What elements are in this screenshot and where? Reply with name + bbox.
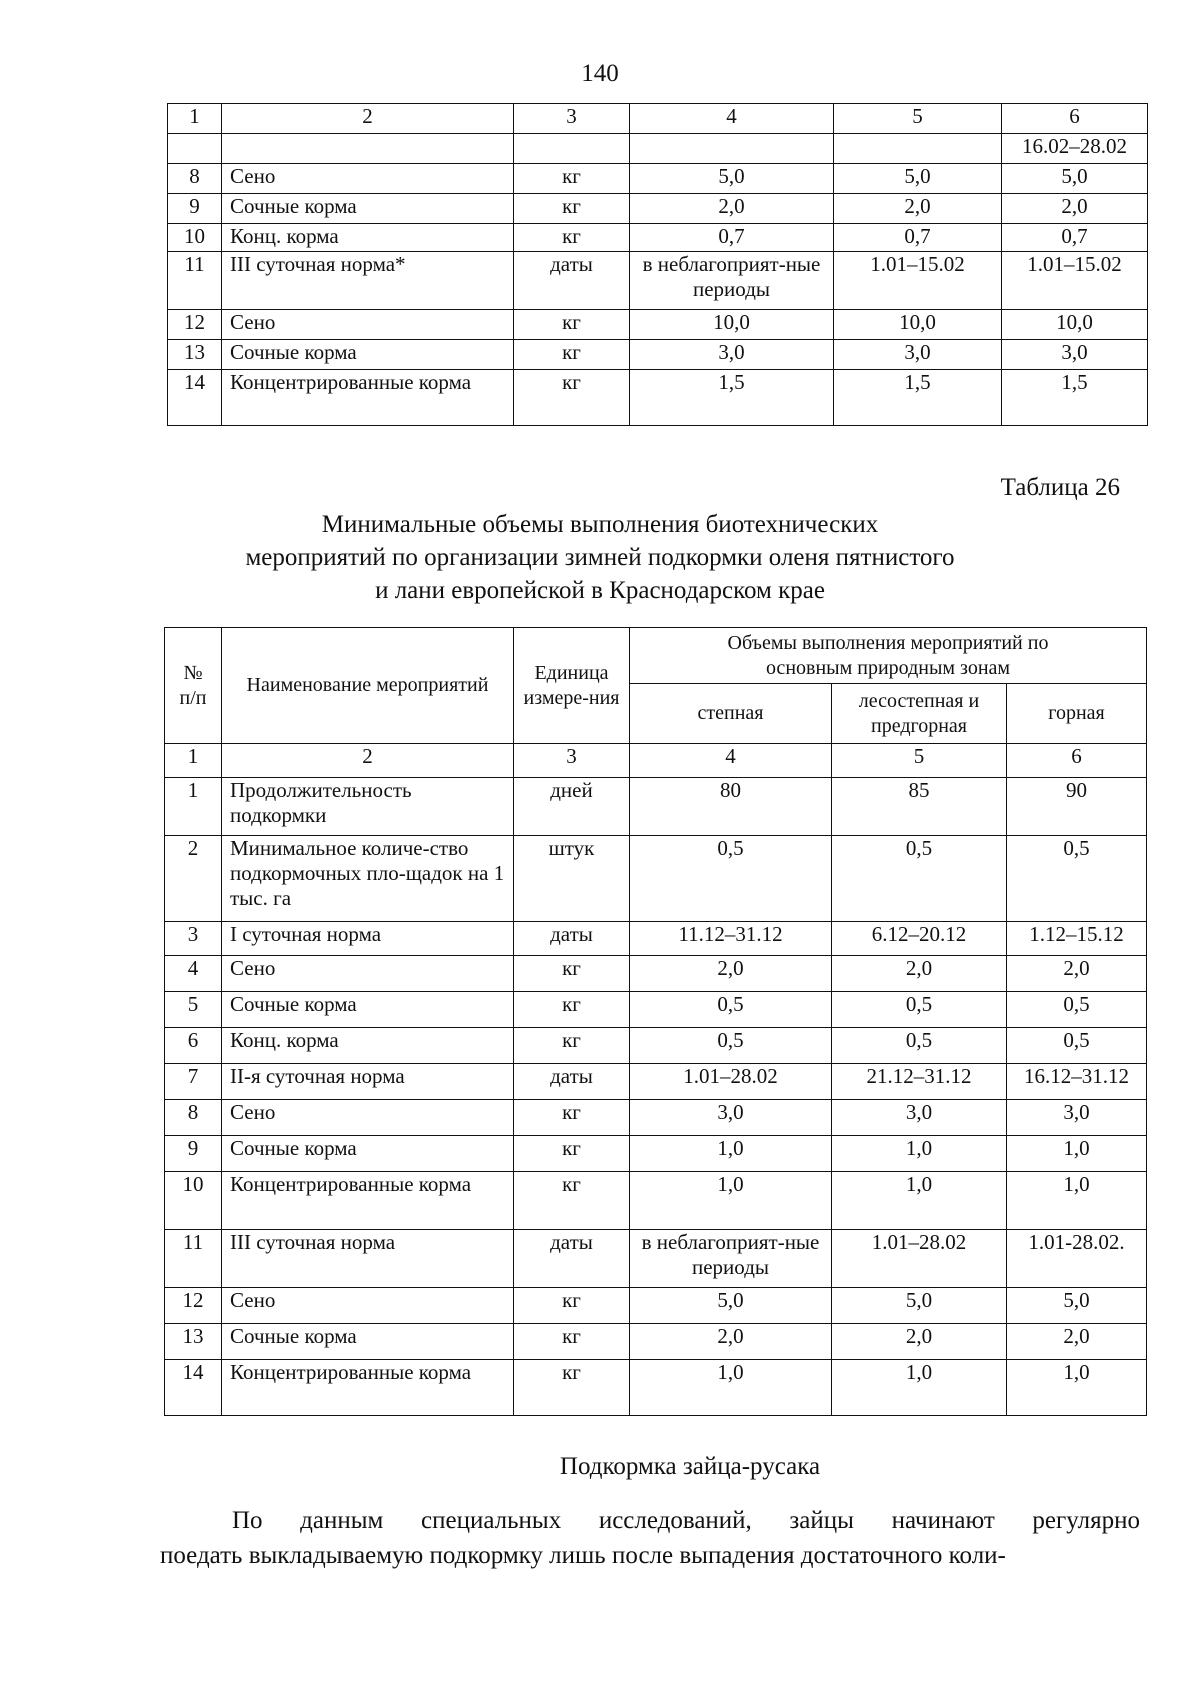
row-number-cell: 4 bbox=[165, 956, 222, 992]
table-row bbox=[168, 252, 1148, 310]
row-number-cell: 1 bbox=[165, 778, 222, 836]
value-cell: 1.01–28.02 bbox=[832, 1230, 1007, 1288]
header-zone-steppe: степная bbox=[630, 684, 832, 744]
unit-cell: даты bbox=[514, 1230, 630, 1288]
row-number-cell: 10 bbox=[165, 1172, 222, 1230]
table-header-row bbox=[168, 104, 1148, 134]
column-number-cell: 3 bbox=[514, 744, 630, 778]
value-cell: 0,5 bbox=[832, 836, 1007, 922]
unit-cell: кг bbox=[514, 1324, 630, 1360]
value-cell: 1.01–15.02 bbox=[1002, 252, 1148, 310]
value-cell: 3,0 bbox=[1002, 340, 1148, 370]
table-row bbox=[168, 370, 1148, 426]
table-row bbox=[165, 1324, 1147, 1360]
table-label: Таблица 26 bbox=[1000, 474, 1120, 501]
value-cell: 5,0 bbox=[630, 1288, 832, 1324]
unit-cell: кг bbox=[514, 1136, 630, 1172]
value-cell: 10,0 bbox=[1002, 310, 1148, 340]
value-cell: 1,0 bbox=[630, 1172, 832, 1230]
table-row bbox=[165, 1028, 1147, 1064]
table-row bbox=[165, 1288, 1147, 1324]
value-cell: 0,5 bbox=[1007, 1028, 1147, 1064]
name-cell: Концентрированные корма bbox=[222, 370, 514, 426]
value-cell: 2,0 bbox=[832, 956, 1007, 992]
name-cell: Сочные корма bbox=[222, 1324, 514, 1360]
unit-cell: кг bbox=[514, 164, 630, 194]
name-cell: Концентрированные корма bbox=[222, 1172, 514, 1230]
row-number-cell: 13 bbox=[168, 340, 222, 370]
table-row bbox=[165, 1136, 1147, 1172]
column-number-cell: 3 bbox=[514, 104, 630, 134]
value-cell: 6.12–20.12 bbox=[832, 922, 1007, 956]
value-cell: 2,0 bbox=[1007, 956, 1147, 992]
name-cell: Сочные корма bbox=[222, 1136, 514, 1172]
unit-cell: кг bbox=[514, 340, 630, 370]
value-cell: 2,0 bbox=[630, 956, 832, 992]
unit-cell: даты bbox=[514, 922, 630, 956]
name-cell: Минимальное количе-ство подкормочных пло-щадок на 1 тыс. га bbox=[222, 836, 514, 922]
table-title bbox=[0, 508, 1200, 607]
value-cell: 0,5 bbox=[1007, 836, 1147, 922]
unit-cell: штук bbox=[514, 836, 630, 922]
value-cell: 21.12–31.12 bbox=[832, 1064, 1007, 1100]
table-title-line: и лани европейской в Краснодарском крае bbox=[375, 577, 825, 604]
table-row bbox=[165, 1230, 1147, 1288]
unit-cell: кг bbox=[514, 1028, 630, 1064]
table-row bbox=[168, 340, 1148, 370]
value-cell: 11.12–31.12 bbox=[630, 922, 832, 956]
name-cell: Сено bbox=[222, 1288, 514, 1324]
unit-cell: кг bbox=[514, 370, 630, 426]
column-number-cell: 6 bbox=[1007, 744, 1147, 778]
continued-table bbox=[167, 103, 1148, 426]
table-row bbox=[168, 134, 1148, 164]
table-title-line: Минимальные объемы выполнения биотехнических bbox=[321, 511, 879, 538]
page-number: 140 bbox=[581, 60, 619, 87]
table-row bbox=[168, 224, 1148, 252]
name-cell bbox=[222, 134, 514, 164]
table-row bbox=[165, 1360, 1147, 1416]
value-cell: 3,0 bbox=[832, 1100, 1007, 1136]
value-cell: 0,7 bbox=[1002, 224, 1148, 252]
row-number-cell: 12 bbox=[168, 310, 222, 340]
value-cell: 90 bbox=[1007, 778, 1147, 836]
row-number-cell: 8 bbox=[165, 1100, 222, 1136]
header-zone-forest-steppe: лесостепная и предгорная bbox=[832, 684, 1007, 744]
name-cell: Сочные корма bbox=[222, 194, 514, 224]
value-cell: 16.12–31.12 bbox=[1007, 1064, 1147, 1100]
value-cell: 1,0 bbox=[1007, 1172, 1147, 1230]
table-row bbox=[165, 778, 1147, 836]
value-cell: 3,0 bbox=[630, 1100, 832, 1136]
value-cell: 1,0 bbox=[630, 1360, 832, 1416]
value-cell: 1.12–15.12 bbox=[1007, 922, 1147, 956]
paragraph bbox=[160, 1503, 1140, 1573]
column-number-row bbox=[165, 744, 1147, 778]
row-number-cell: 5 bbox=[165, 992, 222, 1028]
row-number-cell: 11 bbox=[168, 252, 222, 310]
name-cell: Сено bbox=[222, 164, 514, 194]
value-cell: 0,5 bbox=[1007, 992, 1147, 1028]
table-row bbox=[168, 164, 1148, 194]
name-cell: III суточная норма* bbox=[222, 252, 514, 310]
table-row bbox=[165, 1064, 1147, 1100]
name-cell: Продолжительность подкормки bbox=[222, 778, 514, 836]
value-cell: 5,0 bbox=[834, 164, 1002, 194]
paragraph-line: По данным специальных исследований, зайцы начинают регулярно bbox=[232, 1507, 1140, 1534]
column-number-cell: 1 bbox=[165, 744, 222, 778]
header-name: Наименование мероприятий bbox=[222, 628, 514, 744]
table-row bbox=[165, 956, 1147, 992]
row-number-cell: 12 bbox=[165, 1288, 222, 1324]
name-cell: Конц. корма bbox=[222, 224, 514, 252]
row-number-cell: 7 bbox=[165, 1064, 222, 1100]
value-cell: 10,0 bbox=[834, 310, 1002, 340]
row-number-cell: 8 bbox=[168, 164, 222, 194]
unit-cell: кг bbox=[514, 310, 630, 340]
unit-cell: даты bbox=[514, 1064, 630, 1100]
value-cell: 2,0 bbox=[630, 1324, 832, 1360]
main-table bbox=[164, 627, 1147, 1416]
table-row bbox=[168, 194, 1148, 224]
name-cell: II-я суточная норма bbox=[222, 1064, 514, 1100]
value-cell: 1,5 bbox=[834, 370, 1002, 426]
row-number-cell: 9 bbox=[165, 1136, 222, 1172]
table-row bbox=[165, 1172, 1147, 1230]
table-row bbox=[165, 836, 1147, 922]
table-title-line: мероприятий по организации зимней подкормки оленя пятнистого bbox=[245, 544, 955, 571]
unit-cell: кг bbox=[514, 992, 630, 1028]
value-cell: 1,0 bbox=[832, 1136, 1007, 1172]
value-cell: 3,0 bbox=[834, 340, 1002, 370]
column-number-cell: 1 bbox=[168, 104, 222, 134]
value-cell: 5,0 bbox=[630, 164, 834, 194]
name-cell: I суточная норма bbox=[222, 922, 514, 956]
value-cell: 1,0 bbox=[1007, 1136, 1147, 1172]
value-cell: 85 bbox=[832, 778, 1007, 836]
value-cell: 5,0 bbox=[1002, 164, 1148, 194]
value-cell bbox=[834, 134, 1002, 164]
value-cell: 1,0 bbox=[1007, 1360, 1147, 1416]
column-number-cell: 4 bbox=[630, 744, 832, 778]
name-cell: III суточная норма bbox=[222, 1230, 514, 1288]
value-cell: 0,5 bbox=[832, 1028, 1007, 1064]
column-number-cell: 5 bbox=[834, 104, 1002, 134]
value-cell: 2,0 bbox=[630, 194, 834, 224]
value-cell: 16.02–28.02 bbox=[1002, 134, 1148, 164]
value-cell: 1,5 bbox=[630, 370, 834, 426]
value-cell: 2,0 bbox=[1002, 194, 1148, 224]
row-number-cell: 13 bbox=[165, 1324, 222, 1360]
column-number-cell: 2 bbox=[222, 104, 514, 134]
unit-cell: кг bbox=[514, 194, 630, 224]
value-cell: 3,0 bbox=[1007, 1100, 1147, 1136]
header-num: № п/п bbox=[165, 628, 222, 744]
name-cell: Конц. корма bbox=[222, 1028, 514, 1064]
value-cell: в неблагоприят-ные периоды bbox=[630, 1230, 832, 1288]
column-number-cell: 4 bbox=[630, 104, 834, 134]
value-cell: 0,5 bbox=[630, 836, 832, 922]
value-cell: 1.01-28.02. bbox=[1007, 1230, 1147, 1288]
value-cell: 3,0 bbox=[630, 340, 834, 370]
unit-cell: кг bbox=[514, 224, 630, 252]
value-cell: 1.01–28.02 bbox=[630, 1064, 832, 1100]
unit-cell: дней bbox=[514, 778, 630, 836]
value-cell: 0,7 bbox=[630, 224, 834, 252]
table-row bbox=[165, 922, 1147, 956]
paragraph-line: поедать выкладываемую подкормку лишь после выпадения достаточного коли- bbox=[160, 1542, 1006, 1569]
unit-cell: даты bbox=[514, 252, 630, 310]
row-number-cell: 2 bbox=[165, 836, 222, 922]
value-cell: 1.01–15.02 bbox=[834, 252, 1002, 310]
value-cell: 1,0 bbox=[630, 1136, 832, 1172]
value-cell: 0,5 bbox=[630, 992, 832, 1028]
value-cell: 2,0 bbox=[1007, 1324, 1147, 1360]
row-number-cell: 10 bbox=[168, 224, 222, 252]
value-cell: 1,0 bbox=[832, 1172, 1007, 1230]
value-cell: 5,0 bbox=[1007, 1288, 1147, 1324]
header-unit: Единица измере-ния bbox=[514, 628, 630, 744]
table-row bbox=[165, 992, 1147, 1028]
value-cell: 1,5 bbox=[1002, 370, 1148, 426]
name-cell: Сено bbox=[222, 310, 514, 340]
name-cell: Сочные корма bbox=[222, 340, 514, 370]
unit-cell: кг bbox=[514, 1360, 630, 1416]
name-cell: Сочные корма bbox=[222, 992, 514, 1028]
row-number-cell: 14 bbox=[168, 370, 222, 426]
section-heading: Подкормка зайца-русака bbox=[559, 1453, 821, 1480]
row-number-cell bbox=[168, 134, 222, 164]
value-cell: 1,0 bbox=[832, 1360, 1007, 1416]
row-number-cell: 11 bbox=[165, 1230, 222, 1288]
value-cell: 0,5 bbox=[832, 992, 1007, 1028]
name-cell: Сено bbox=[222, 956, 514, 992]
value-cell: 0,7 bbox=[834, 224, 1002, 252]
unit-cell: кг bbox=[514, 1172, 630, 1230]
row-number-cell: 3 bbox=[165, 922, 222, 956]
value-cell: 0,5 bbox=[630, 1028, 832, 1064]
value-cell: 2,0 bbox=[834, 194, 1002, 224]
column-number-cell: 6 bbox=[1002, 104, 1148, 134]
name-cell: Сено bbox=[222, 1100, 514, 1136]
unit-cell bbox=[514, 134, 630, 164]
row-number-cell: 14 bbox=[165, 1360, 222, 1416]
name-cell: Концентрированные корма bbox=[222, 1360, 514, 1416]
value-cell: 5,0 bbox=[832, 1288, 1007, 1324]
value-cell: в неблагоприят-ные периоды bbox=[630, 252, 834, 310]
row-number-cell: 6 bbox=[165, 1028, 222, 1064]
unit-cell: кг bbox=[514, 1100, 630, 1136]
table-row bbox=[168, 310, 1148, 340]
column-number-cell: 2 bbox=[222, 744, 514, 778]
value-cell: 10,0 bbox=[630, 310, 834, 340]
value-cell bbox=[630, 134, 834, 164]
value-cell: 2,0 bbox=[832, 1324, 1007, 1360]
unit-cell: кг bbox=[514, 956, 630, 992]
column-number-cell: 5 bbox=[832, 744, 1007, 778]
table-row bbox=[165, 1100, 1147, 1136]
value-cell: 80 bbox=[630, 778, 832, 836]
header-volumes: Объемы выполнения мероприятий по основным природным зонам bbox=[630, 628, 1147, 684]
header-zone-mountain: горная bbox=[1007, 684, 1147, 744]
row-number-cell: 9 bbox=[168, 194, 222, 224]
unit-cell: кг bbox=[514, 1288, 630, 1324]
